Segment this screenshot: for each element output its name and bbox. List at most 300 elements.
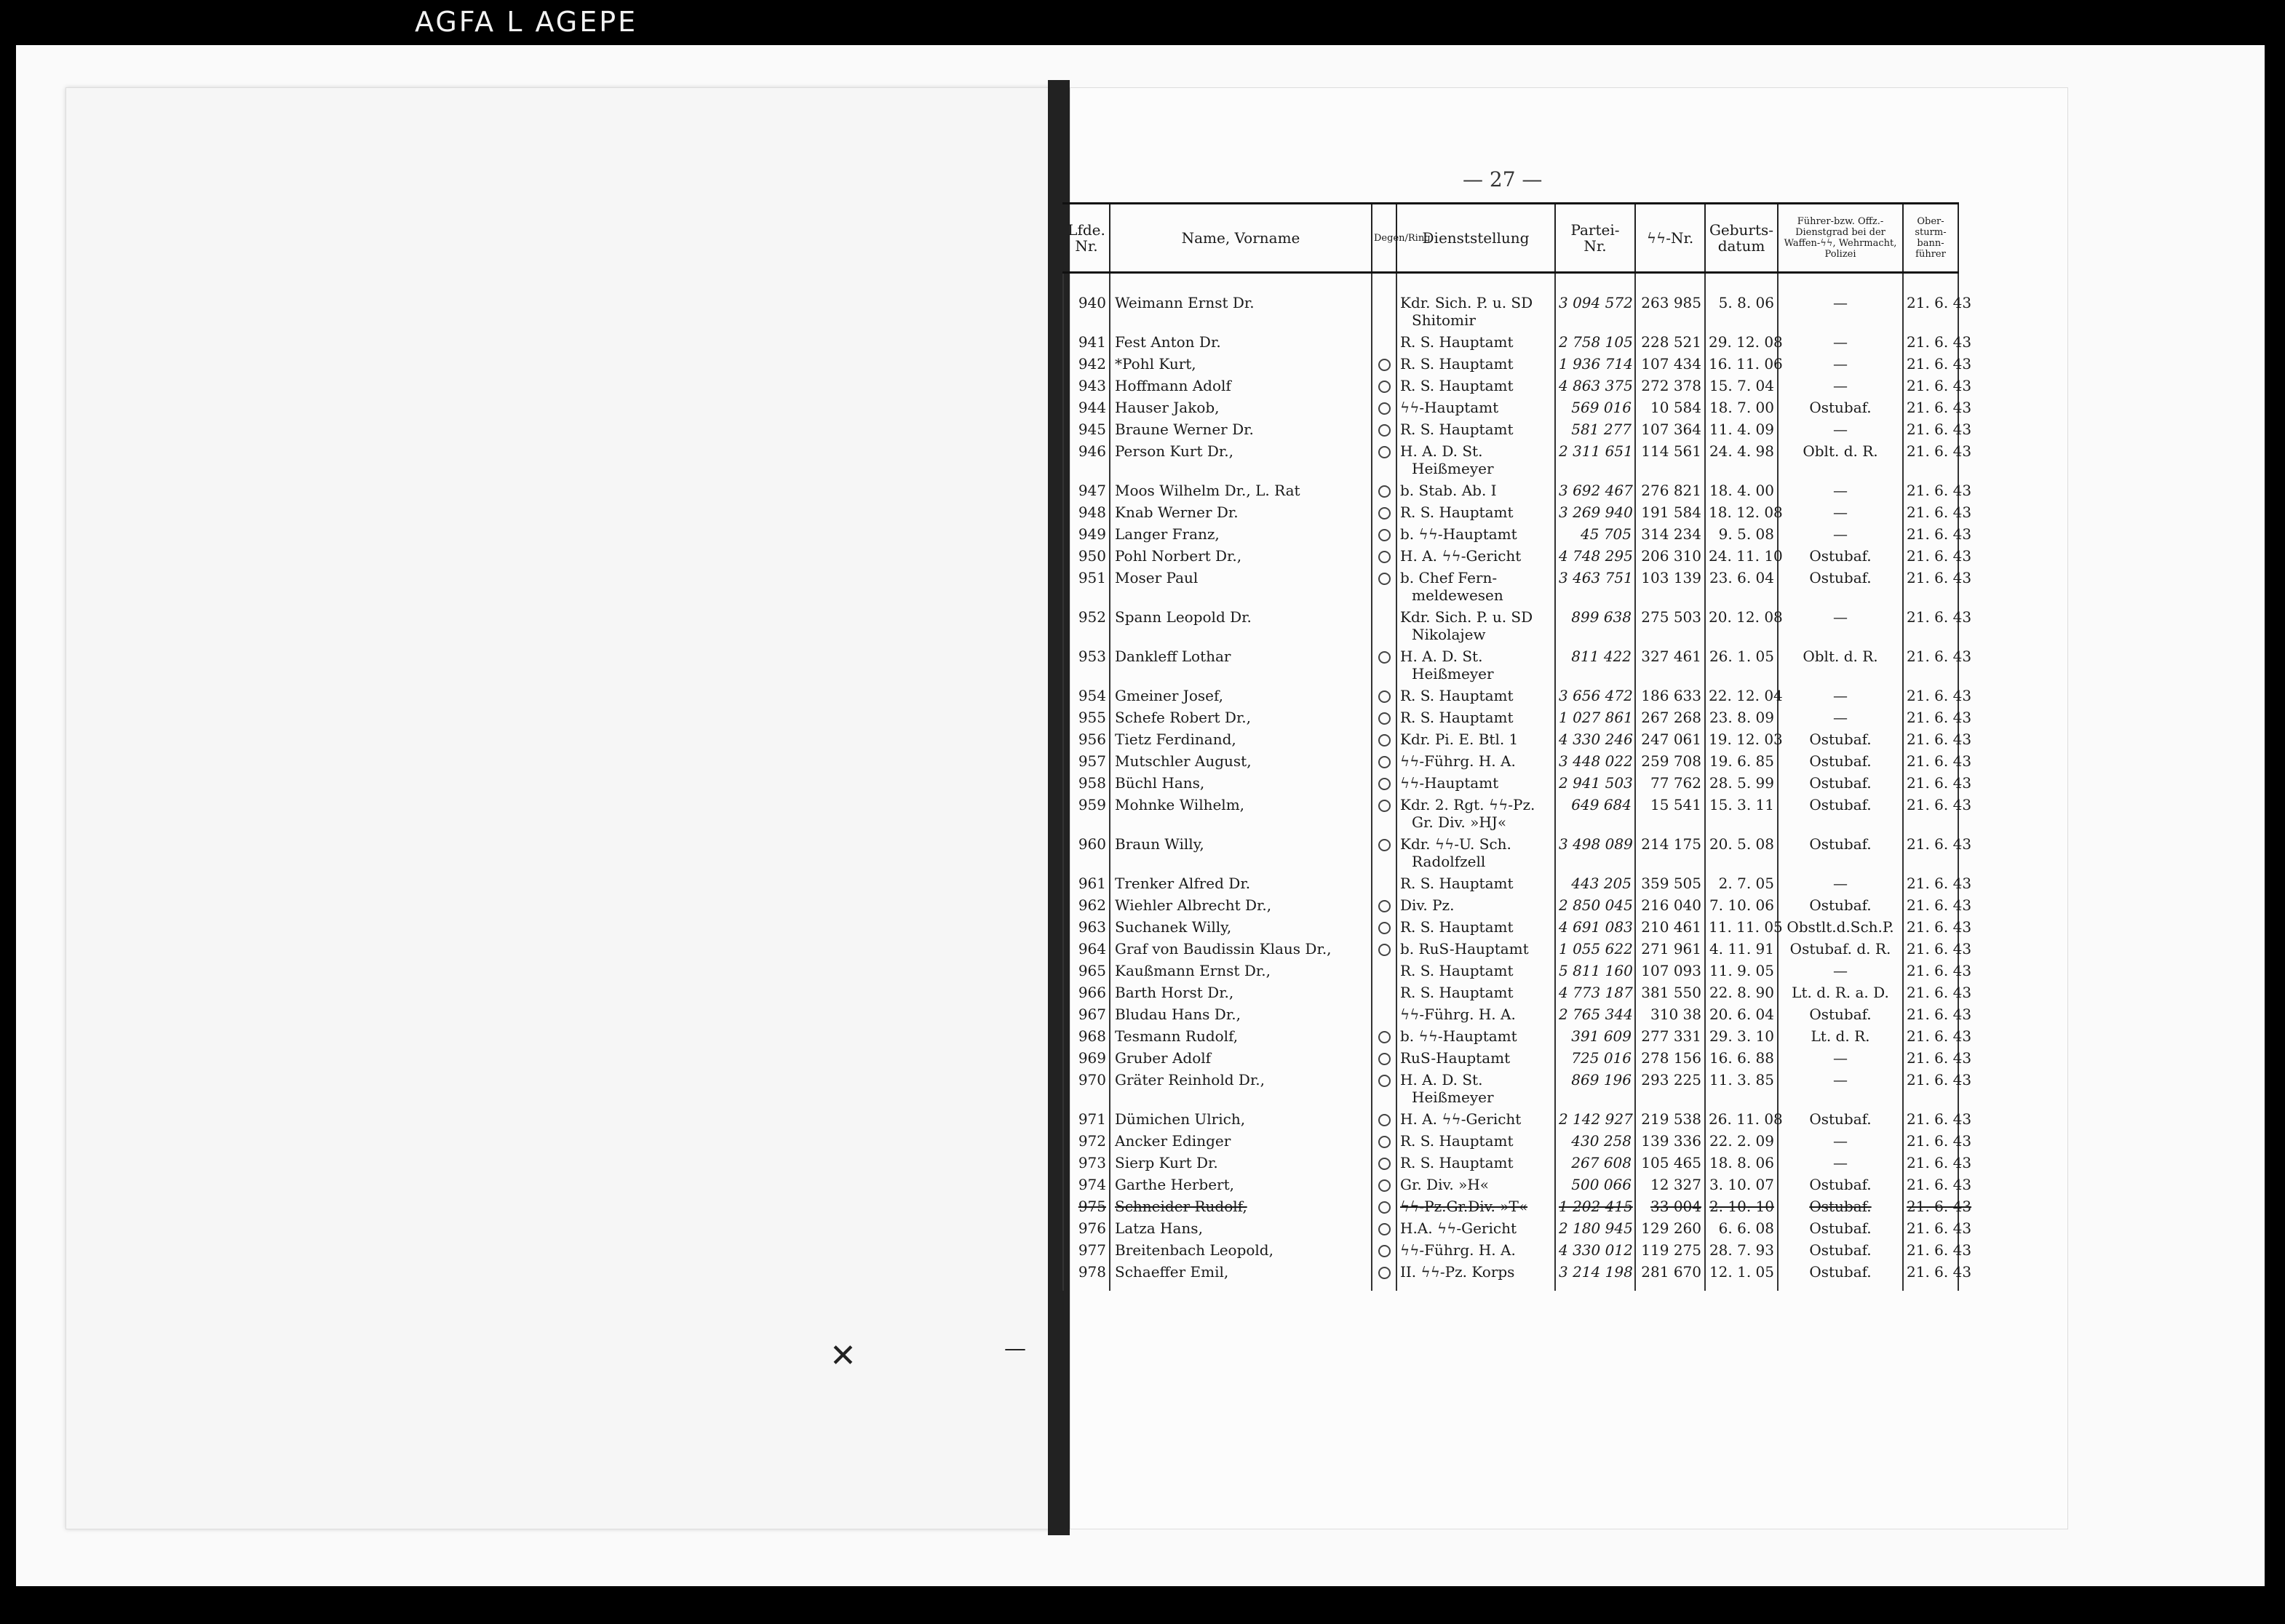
row-geburtsdatum-text: 18. 4. 00 [1709,482,1774,499]
row-befoerderung-text: 21. 6. 43 [1907,1154,1972,1171]
row-partei-nr [1555,728,1635,750]
row-geburtsdatum [1705,960,1778,982]
row-geburtsdatum-text: 29. 12. 08 [1709,333,1783,351]
row-fuehrer-dienstgrad [1778,567,1903,606]
table-row [1063,1152,1958,1174]
row-name [1110,1047,1372,1069]
row-degen-ring [1372,1261,1396,1291]
table-row [1063,982,1958,1003]
row-name [1110,331,1372,353]
row-fuehrer-dienstgrad [1778,375,1903,397]
header-partei: Partei- Nr. [1555,204,1635,273]
row-partei-nr [1555,872,1635,894]
row-number [1063,728,1110,750]
table-row [1063,1047,1958,1069]
row-name [1110,1195,1372,1217]
header-fuehrer: Führer-bzw. Offz.- Dienstgrad bei der Waffen-ϟϟ, Wehrmacht, Polizei [1778,204,1903,273]
row-name-text: Moser Paul [1115,569,1199,586]
row-name [1110,1069,1372,1108]
row-befoerderung [1903,1152,1972,1174]
row-ss-nr-text: 327 461 [1641,648,1701,665]
row-geburtsdatum-text: 28. 5. 99 [1709,774,1774,792]
row-ss-nr-text: 77 762 [1650,774,1701,792]
row-geburtsdatum [1705,916,1783,938]
table-row [1063,353,1958,375]
row-partei-nr-text: 2 142 927 [1559,1110,1633,1128]
row-ss-nr [1635,1108,1705,1130]
row-befoerderung [1903,728,1972,750]
table-row [1063,894,1958,916]
row-fuehrer-dienstgrad [1778,960,1903,982]
row-dienststellung [1396,418,1555,440]
ring-icon [1378,381,1391,393]
row-ss-nr [1635,1069,1705,1108]
row-partei-nr [1555,397,1635,418]
row-partei-nr-text: 5 811 160 [1559,962,1633,979]
row-dienststellung [1396,1130,1555,1152]
row-dienststellung-line2: Heißmeyer [1412,460,1494,477]
row-befoerderung [1903,1130,1972,1152]
row-dienststellung-line2: meldewesen [1412,586,1503,604]
row-dienststellung-text: b. RuS-Hauptamt [1400,940,1529,958]
row-ss-nr [1635,1261,1705,1291]
row-dienststellung-text: Kdr. Pi. E. Btl. 1 [1400,731,1519,748]
row-name-text: Schefe Robert Dr., [1115,709,1252,726]
row-degen-ring [1372,1025,1396,1047]
row-befoerderung-text: 21. 6. 43 [1907,731,1972,748]
row-partei-nr-text: 899 638 [1571,608,1632,626]
row-geburtsdatum-text: 15. 7. 04 [1709,377,1774,394]
row-befoerderung-text: 21. 6. 43 [1907,482,1972,499]
row-number [1063,794,1110,833]
row-befoerderung-text: 21. 6. 43 [1907,1198,1972,1215]
left-page-dash: — [1004,1336,1026,1361]
row-ss-nr [1635,1130,1705,1152]
row-number [1063,501,1110,523]
row-partei-nr [1555,1195,1635,1217]
row-number-text: 947 [1078,482,1106,499]
header-degen: Degen/Ring [1372,204,1396,273]
row-ss-nr [1635,772,1705,794]
row-befoerderung-text: 21. 6. 43 [1907,896,1972,914]
row-fuehrer-dienstgrad-text: Ostubaf. [1809,1006,1872,1023]
row-partei-nr [1555,1217,1635,1239]
row-dienststellung-text: ϟϟ-Hauptamt [1400,399,1499,416]
row-dienststellung-line2: Nikolajew [1412,626,1486,643]
row-degen-ring [1372,916,1396,938]
row-dienststellung-text: b. ϟϟ-Hauptamt [1400,525,1517,543]
table-row [1063,479,1958,501]
row-dienststellung-text: ϟϟ-Führg. H. A. [1400,1241,1516,1259]
row-dienststellung [1396,523,1555,545]
row-number-text: 960 [1078,835,1106,853]
row-fuehrer-dienstgrad [1778,772,1903,794]
row-geburtsdatum [1705,375,1778,397]
row-name-text: Büchl Hans, [1115,774,1205,792]
row-ss-nr [1635,479,1705,501]
row-geburtsdatum-text: 16. 11. 06 [1709,355,1783,373]
table-row [1063,501,1958,523]
row-fuehrer-dienstgrad [1778,794,1903,833]
row-ss-nr-text: 119 275 [1641,1241,1701,1259]
row-partei-nr [1555,501,1635,523]
ring-icon [1378,1223,1391,1235]
row-number [1063,479,1110,501]
row-fuehrer-dienstgrad [1778,872,1903,894]
row-number [1063,375,1110,397]
row-dienststellung-text: R. S. Hauptamt [1400,377,1514,394]
table-row [1063,938,1958,960]
row-befoerderung-text: 21. 6. 43 [1907,1027,1972,1045]
row-degen-ring [1372,1195,1396,1217]
row-fuehrer-dienstgrad-text: Ostubaf. [1809,1263,1872,1281]
row-number [1063,418,1110,440]
row-partei-nr [1555,375,1635,397]
row-geburtsdatum-text: 18. 7. 00 [1709,399,1774,416]
row-befoerderung-text: 21. 6. 43 [1907,918,1972,936]
row-befoerderung-text: 21. 6. 43 [1907,1219,1972,1237]
ring-icon [1378,900,1391,912]
row-number-text: 953 [1078,648,1106,665]
row-befoerderung [1903,750,1972,772]
row-number [1063,1130,1110,1152]
row-number-text: 975 [1078,1198,1106,1215]
row-dienststellung [1396,501,1555,523]
row-fuehrer-dienstgrad-text: Ostubaf. [1809,774,1872,792]
row-dienststellung [1396,353,1555,375]
row-partei-nr [1555,545,1635,567]
row-fuehrer-dienstgrad [1778,1174,1903,1195]
row-partei-nr-text: 3 656 472 [1559,687,1633,704]
table-row [1063,397,1958,418]
row-geburtsdatum [1705,397,1778,418]
ring-icon [1378,1179,1391,1192]
row-geburtsdatum-text: 18. 8. 06 [1709,1154,1774,1171]
row-partei-nr [1555,794,1635,833]
row-fuehrer-dienstgrad-text: — [1833,875,1848,892]
row-ss-nr-text: 275 503 [1641,608,1701,626]
row-befoerderung-text: 21. 6. 43 [1907,333,1972,351]
table-row [1063,523,1958,545]
row-befoerderung [1903,794,1972,833]
row-name [1110,606,1372,645]
row-fuehrer-dienstgrad-text: Ostubaf. [1809,1198,1872,1215]
row-name-text: Braun Willy, [1115,835,1204,853]
row-ss-nr-text: 103 139 [1641,569,1701,586]
row-number-text: 968 [1078,1027,1106,1045]
row-partei-nr-text: 391 609 [1571,1027,1632,1045]
row-number [1063,353,1110,375]
row-befoerderung [1903,706,1972,728]
row-name-text: Mohnke Wilhelm, [1115,796,1245,813]
row-degen-ring [1372,1047,1396,1069]
row-dienststellung [1396,1108,1555,1130]
row-befoerderung [1903,397,1972,418]
row-partei-nr [1555,894,1635,916]
row-fuehrer-dienstgrad [1778,273,1903,332]
row-geburtsdatum [1705,772,1778,794]
row-fuehrer-dienstgrad-text: Obstlt.d.Sch.P. [1787,918,1894,936]
row-number [1063,1069,1110,1108]
row-number-text: 946 [1078,442,1106,460]
row-partei-nr-text: 2 941 503 [1559,774,1633,792]
row-partei-nr [1555,567,1635,606]
row-name-text: Suchanek Willy, [1115,918,1232,936]
row-ss-nr [1635,938,1705,960]
ring-icon [1378,529,1391,541]
row-degen-ring [1372,960,1396,982]
row-befoerderung [1903,523,1972,545]
row-degen-ring [1372,1069,1396,1108]
row-geburtsdatum-text: 11. 3. 85 [1709,1071,1774,1088]
row-ss-nr [1635,397,1705,418]
row-ss-nr [1635,1174,1705,1195]
row-ss-nr-text: 12 327 [1650,1176,1701,1193]
row-fuehrer-dienstgrad-text: Ostubaf. [1809,569,1872,586]
row-partei-nr-text: 4 691 083 [1559,918,1633,936]
row-geburtsdatum-text: 24. 11. 10 [1709,547,1783,565]
row-name [1110,375,1372,397]
row-geburtsdatum-text: 15. 3. 11 [1709,796,1774,813]
row-dienststellung-text: Kdr. Sich. P. u. SD [1400,608,1533,626]
row-degen-ring [1372,772,1396,794]
row-name-text: Kaußmann Ernst Dr., [1115,962,1271,979]
row-partei-nr-text: 4 748 295 [1559,547,1633,565]
row-geburtsdatum-text: 20. 5. 08 [1709,835,1774,853]
row-ss-nr-text: 281 670 [1641,1263,1701,1281]
ring-icon [1378,551,1391,563]
row-dienststellung-text: R. S. Hauptamt [1400,333,1514,351]
register-table [1062,202,1972,1291]
row-geburtsdatum [1705,273,1778,332]
row-partei-nr-text: 3 692 467 [1559,482,1633,499]
row-ss-nr [1635,1239,1705,1261]
row-fuehrer-dienstgrad [1778,1217,1903,1239]
table-row [1063,645,1958,685]
left-page-mark: ✕ [830,1337,857,1374]
row-befoerderung-text: 21. 6. 43 [1907,399,1972,416]
row-name-text: Ancker Edinger [1115,1132,1231,1150]
row-befoerderung-text: 21. 6. 43 [1907,442,1972,460]
row-partei-nr [1555,1174,1635,1195]
row-geburtsdatum [1705,1195,1778,1217]
row-befoerderung [1903,479,1972,501]
row-fuehrer-dienstgrad-text: — [1833,1049,1848,1067]
row-ss-nr-text: 214 175 [1641,835,1701,853]
row-partei-nr [1555,685,1635,706]
row-dienststellung-text: R. S. Hauptamt [1400,1132,1514,1150]
row-dienststellung-text: b. ϟϟ-Hauptamt [1400,1027,1517,1045]
row-befoerderung-text: 21. 6. 43 [1907,1071,1972,1088]
row-befoerderung-text: 21. 6. 43 [1907,875,1972,892]
row-partei-nr [1555,938,1635,960]
row-fuehrer-dienstgrad [1778,1195,1903,1217]
table-row [1063,1025,1958,1047]
row-number-text: 972 [1078,1132,1106,1150]
page-number: — 27 — [1463,167,1543,191]
row-number-text: 967 [1078,1006,1106,1023]
header-name: Name, Vorname [1110,204,1372,273]
row-ss-nr [1635,982,1705,1003]
table-row [1063,545,1958,567]
ring-icon [1378,1031,1391,1043]
row-geburtsdatum-text: 23. 6. 04 [1709,569,1774,586]
ring-icon [1378,359,1391,371]
row-partei-nr [1555,479,1635,501]
header-dienst: Dienststellung [1396,204,1555,273]
row-geburtsdatum [1705,1130,1778,1152]
row-befoerderung [1903,772,1972,794]
row-name-text: Schneider Rudolf, [1115,1198,1247,1215]
row-fuehrer-dienstgrad-text: Ostubaf. [1809,835,1872,853]
row-partei-nr-text: 649 684 [1571,796,1632,813]
table-row [1063,916,1958,938]
row-fuehrer-dienstgrad-text: Ostubaf. d. R. [1789,940,1891,958]
row-partei-nr [1555,418,1635,440]
row-name [1110,894,1372,916]
row-name-text: Hoffmann Adolf [1115,377,1231,394]
ring-icon [1378,922,1391,934]
row-degen-ring [1372,331,1396,353]
row-fuehrer-dienstgrad [1778,1108,1903,1130]
row-befoerderung-text: 21. 6. 43 [1907,294,1972,311]
row-geburtsdatum-text: 26. 11. 08 [1709,1110,1783,1128]
row-dienststellung-text: H. A. D. St. [1400,442,1483,460]
row-ss-nr-text: 129 260 [1641,1219,1701,1237]
row-ss-nr [1635,1047,1705,1069]
ring-icon [1378,734,1391,747]
row-name-text: Schaeffer Emil, [1115,1263,1229,1281]
row-geburtsdatum [1705,418,1778,440]
row-dienststellung [1396,375,1555,397]
row-partei-nr-text: 3 463 751 [1559,569,1633,586]
row-partei-nr-text: 45 705 [1581,525,1632,543]
row-geburtsdatum [1705,1047,1778,1069]
row-ss-nr-text: 263 985 [1641,294,1701,311]
row-number [1063,685,1110,706]
row-geburtsdatum [1705,794,1778,833]
row-fuehrer-dienstgrad-text: — [1833,482,1848,499]
row-name-text: Latza Hans, [1115,1219,1203,1237]
row-partei-nr-text: 1 202 415 [1559,1198,1633,1215]
row-partei-nr-text: 1 936 714 [1559,355,1633,373]
ring-icon [1378,1201,1391,1214]
row-partei-nr [1555,916,1635,938]
ring-icon [1378,573,1391,585]
row-ss-nr [1635,273,1705,332]
row-geburtsdatum [1705,1261,1778,1291]
row-befoerderung-text: 21. 6. 43 [1907,547,1972,565]
row-fuehrer-dienstgrad-text: Ostubaf. [1809,1176,1872,1193]
row-number-text: 957 [1078,752,1106,770]
row-number-text: 940 [1078,294,1106,311]
row-geburtsdatum-text: 22. 2. 09 [1709,1132,1774,1150]
row-number [1063,1174,1110,1195]
row-ss-nr-text: 186 633 [1641,687,1701,704]
row-number-text: 943 [1078,377,1106,394]
row-fuehrer-dienstgrad [1778,1025,1903,1047]
row-geburtsdatum-text: 28. 7. 93 [1709,1241,1774,1259]
row-fuehrer-dienstgrad [1778,728,1903,750]
row-number [1063,440,1110,479]
row-dienststellung-text: Kdr. Sich. P. u. SD [1400,294,1533,311]
row-number-text: 949 [1078,525,1106,543]
row-fuehrer-dienstgrad-text: Lt. d. R. a. D. [1792,984,1889,1001]
row-partei-nr-text: 569 016 [1571,399,1632,416]
row-dienststellung-text: H.A. ϟϟ-Gericht [1400,1219,1517,1237]
row-fuehrer-dienstgrad [1778,1130,1903,1152]
row-befoerderung [1903,1261,1972,1291]
row-name-text: Breitenbach Leopold, [1115,1241,1273,1259]
register-table-container [1062,202,1972,1448]
row-partei-nr [1555,1069,1635,1108]
row-name [1110,938,1372,960]
row-befoerderung-text: 21. 6. 43 [1907,1132,1972,1150]
header-geb: Geburts- datum [1705,204,1778,273]
row-name-text: Spann Leopold Dr. [1115,608,1252,626]
row-partei-nr-text: 2 765 344 [1559,1006,1633,1023]
row-dienststellung-text: b. Chef Fern- [1400,569,1498,586]
row-geburtsdatum [1705,606,1783,645]
row-dienststellung [1396,1025,1555,1047]
row-ss-nr-text: 276 821 [1641,482,1701,499]
row-geburtsdatum-text: 22. 12. 04 [1709,687,1783,704]
row-number [1063,982,1110,1003]
row-degen-ring [1372,750,1396,772]
row-number-text: 962 [1078,896,1106,914]
row-dienststellung-text: R. S. Hauptamt [1400,918,1514,936]
row-fuehrer-dienstgrad-text: — [1833,1071,1848,1088]
row-befoerderung [1903,1108,1972,1130]
row-fuehrer-dienstgrad-text: Ostubaf. [1809,1219,1872,1237]
row-dienststellung [1396,938,1555,960]
row-fuehrer-dienstgrad-text: — [1833,1132,1848,1150]
row-ss-nr-text: 278 156 [1641,1049,1701,1067]
row-number-text: 954 [1078,687,1106,704]
row-ss-nr [1635,706,1705,728]
row-befoerderung [1903,1047,1972,1069]
row-befoerderung [1903,1003,1972,1025]
row-number-text: 961 [1078,875,1106,892]
row-name [1110,1239,1372,1261]
row-geburtsdatum-text: 20. 6. 04 [1709,1006,1774,1023]
row-partei-nr-text: 869 196 [1571,1071,1632,1088]
row-dienststellung [1396,440,1555,479]
row-geburtsdatum [1705,545,1783,567]
row-number-text: 945 [1078,421,1106,438]
row-geburtsdatum-text: 12. 1. 05 [1709,1263,1774,1281]
row-number [1063,960,1110,982]
row-degen-ring [1372,501,1396,523]
row-name [1110,772,1372,794]
row-name [1110,1003,1372,1025]
film-label: AGFA L AGEPE [415,6,638,38]
row-fuehrer-dienstgrad [1778,397,1903,418]
row-ss-nr [1635,645,1705,685]
row-geburtsdatum-text: 26. 1. 05 [1709,648,1774,665]
row-dienststellung [1396,750,1555,772]
row-number-text: 942 [1078,355,1106,373]
row-name [1110,982,1372,1003]
row-ss-nr-text: 247 061 [1641,731,1701,748]
row-befoerderung [1903,1174,1972,1195]
row-partei-nr [1555,273,1635,332]
row-ss-nr [1635,1003,1705,1025]
row-ss-nr-text: 219 538 [1641,1110,1701,1128]
row-geburtsdatum-text: 16. 6. 88 [1709,1049,1774,1067]
row-name-text: Trenker Alfred Dr. [1115,875,1251,892]
row-geburtsdatum [1705,728,1783,750]
